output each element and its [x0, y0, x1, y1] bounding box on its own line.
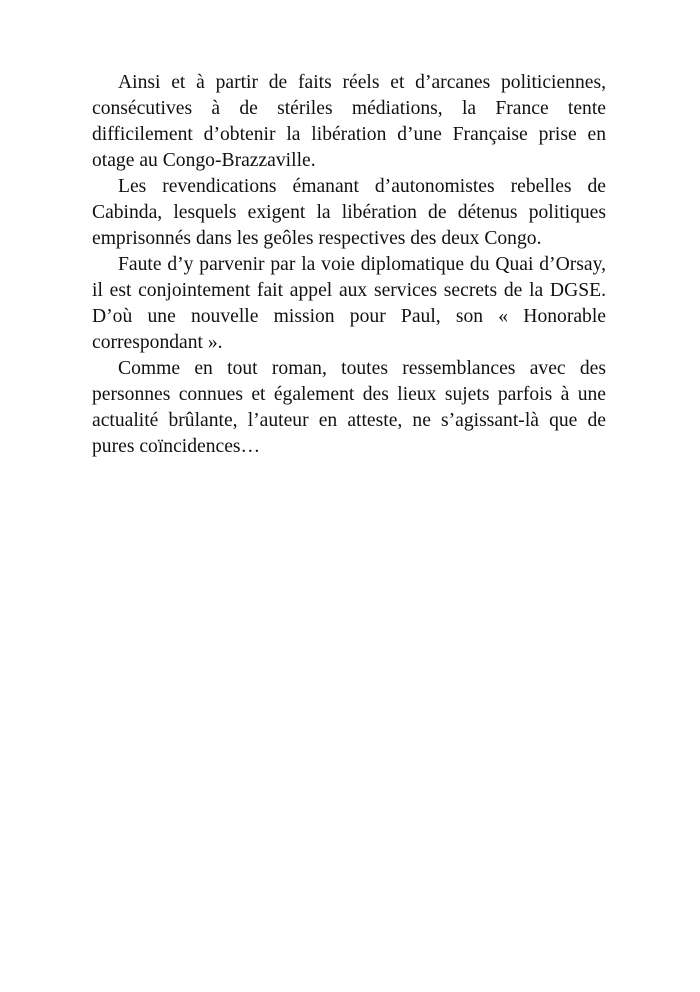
- paragraph-1: Ainsi et à partir de faits réels et d’arcanes politiciennes, consécutives à de stériles médiations, la France tente difficilement d’obtenir la libération d’une Française prise en otage au Congo-Brazzaville.: [92, 72, 606, 171]
- body-text: [92, 70, 606, 460]
- paragraph-3: Faute d’y parvenir par la voie diplomatique du Quai d’Orsay, il est conjointement fait appel aux services secrets de la DGSE. D’où une nouvelle mission pour Paul, son « Honorable correspondant ».: [92, 254, 606, 353]
- paragraph-4: Comme en tout roman, toutes ressemblances avec des personnes connues et également des lieux sujets parfois à une actualité brûlante, l’auteur en atteste, ne s’agissant-là que de pures coïncidences…: [92, 358, 606, 457]
- paragraph-2: Les revendications émanant d’autonomistes rebelles de Cabinda, lesquels exigent la libération de détenus politiques emprisonnés dans les geôles respectives des deux Congo.: [92, 176, 606, 249]
